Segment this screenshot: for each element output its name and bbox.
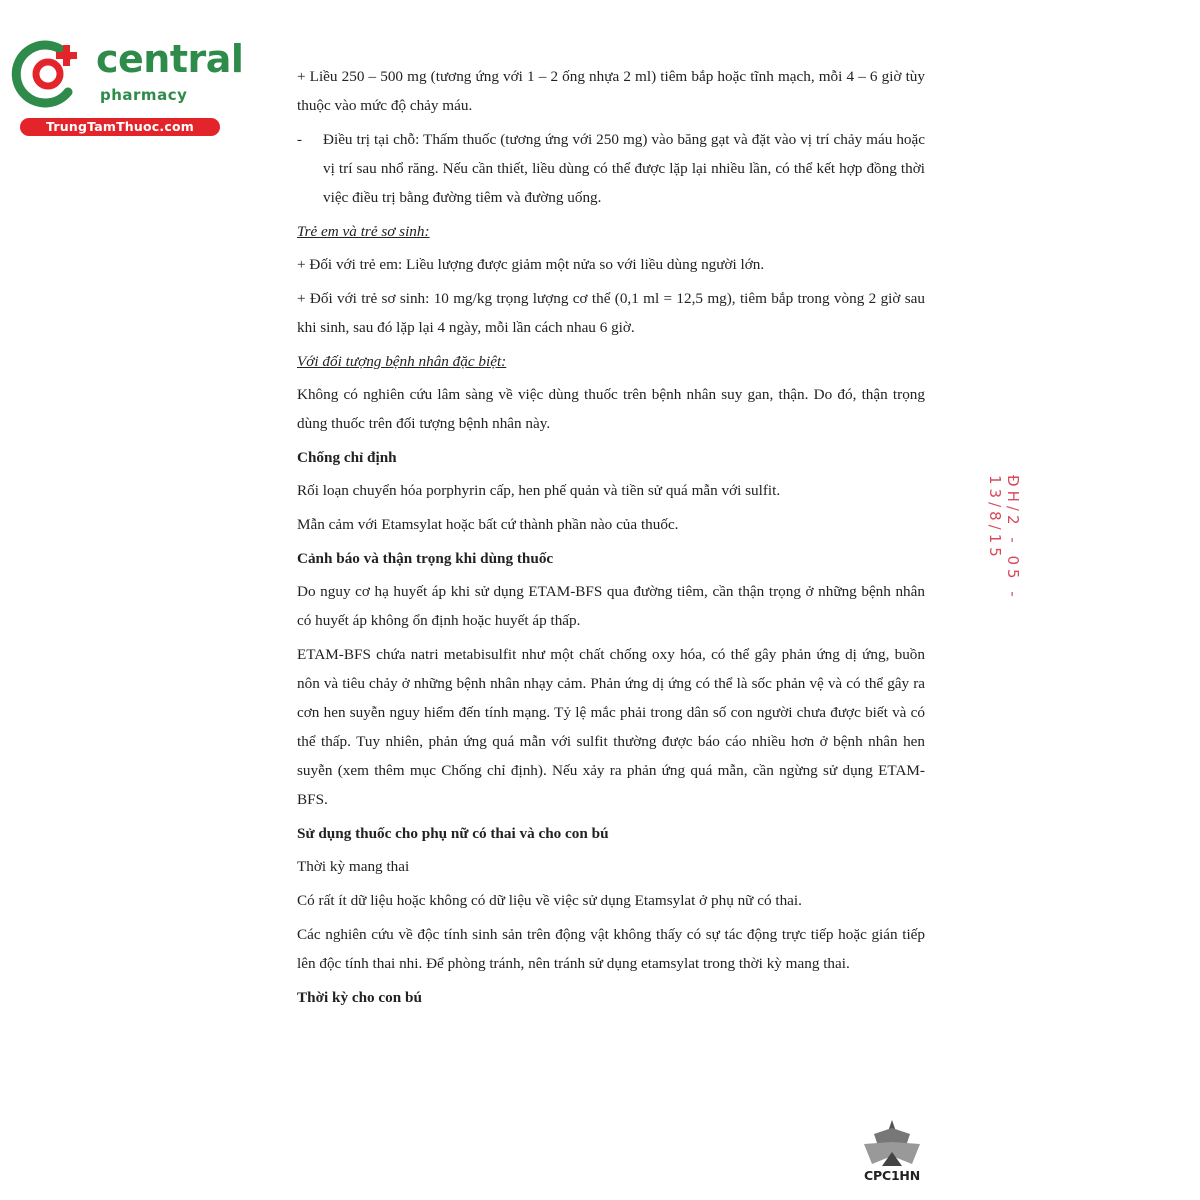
special-patients-text: Không có nghiên cứu lâm sàng về việc dùng thuốc trên bệnh nhân suy gan, thận. Do đó, thận trọng dùng thuốc trên đối tượng bệnh nhân này. (297, 386, 925, 432)
dosage-newborn: + Đối với trẻ sơ sinh: 10 mg/kg trọng lượng cơ thể (0,1 ml = 12,5 mg), tiêm bắp trong vòng 2 giờ sau khi sinh, sau đó lặp lại 4 ngày, mỗi lần cách nhau 6 giờ. (297, 290, 925, 336)
cpc1hn-logo-text: CPC1HN (864, 1168, 920, 1183)
brand-website-link[interactable]: TrungTamThuoc.com (20, 118, 220, 136)
subheading-children: Trẻ em và trẻ sơ sinh: (297, 223, 430, 240)
warning-sulfite: ETAM-BFS chứa natri metabisulfit như một chất chống oxy hóa, có thể gây phản ứng dị ứng, buồn nôn và tiêu chảy ở những bệnh nhân nhạy cảm. Phản ứng dị ứng có thể là sốc phản vệ và có thể gây ra cơn hen suyễn nguy hiểm đến tính mạng. Tỷ lệ mắc phải trong dân số con người chưa được biết và có thể thấp. Tuy nhiên, phản ứng quá mẫn với sulfit thường được báo cáo nhiều hơn ở bệnh nhân hen suyễn (xem thêm mục Chống chỉ định). Nếu xảy ra phản ứng quá mẫn, cần ngừng sử dụng ETAM-BFS. (297, 646, 925, 808)
subheading-special-patients: Với đối tượng bệnh nhân đặc biệt: (297, 353, 507, 370)
pregnancy-label: Thời kỳ mang thai (297, 858, 410, 875)
dosage-children: + Đối với trẻ em: Liều lượng được giảm một nửa so với liều dùng người lớn. (297, 256, 765, 273)
contraindication-1: Rối loạn chuyển hóa porphyrin cấp, hen phế quản và tiền sử quá mẫn với sulfit. (297, 482, 781, 499)
brand-name: central (96, 37, 244, 81)
cpc1hn-logo-icon (856, 1118, 928, 1168)
brand-subtitle: pharmacy (100, 86, 188, 104)
heading-pregnancy-lactation: Sử dụng thuốc cho phụ nữ có thai và cho con bú (297, 825, 609, 842)
document-body (297, 62, 925, 1016)
cpc1hn-logo (856, 1118, 928, 1190)
dosage-local-treatment (297, 125, 925, 212)
heading-lactation: Thời kỳ cho con bú (297, 989, 422, 1006)
warning-hypotension: Do nguy cơ hạ huyết áp khi sử dụng ETAM-BFS qua đường tiêm, cần thận trọng ở những bệnh nhân có huyết áp không ổn định hoặc huyết áp thấp. (297, 583, 925, 629)
list-dash: - (297, 131, 303, 148)
pregnancy-studies: Các nghiên cứu về độc tính sinh sản trên động vật không thấy có sự tác động trực tiếp hoặc gián tiếp lên độc tính thai nhi. Để phòng tránh, nên tránh sử dụng etamsylat trong thời kỳ mang thai. (297, 926, 925, 972)
pregnancy-data: Có rất ít dữ liệu hoặc không có dữ liệu về việc sử dụng Etamsylat ở phụ nữ có thai. (297, 892, 802, 909)
approval-stamp: ĐH/2 - 05 - 13/8/15 (986, 475, 1022, 601)
pharmacy-cross-logo-icon (10, 36, 86, 112)
dosage-adult-injection: + Liều 250 – 500 mg (tương ứng với 1 – 2 ống nhựa 2 ml) tiêm bắp hoặc tĩnh mạch, mỗi 4 – 6 giờ tùy thuộc vào mức độ chảy máu. (297, 68, 925, 114)
heading-contraindications: Chống chỉ định (297, 449, 397, 466)
dosage-local-treatment-text: Điều trị tại chỗ: Thấm thuốc (tương ứng với 250 mg) vào băng gạt và đặt vào vị trí chảy máu hoặc vị trí sau nhổ răng. Nếu cần thiết, liều dùng có thể được lặp lại nhiều lần, có thể kết hợp đồng thời việc điều trị bằng đường tiêm và đường uống. (323, 131, 925, 206)
heading-warnings: Cảnh báo và thận trọng khi dùng thuốc (297, 550, 554, 567)
central-pharmacy-logo (10, 34, 244, 136)
contraindication-2: Mẫn cảm với Etamsylat hoặc bất cứ thành phần nào của thuốc. (297, 516, 679, 533)
